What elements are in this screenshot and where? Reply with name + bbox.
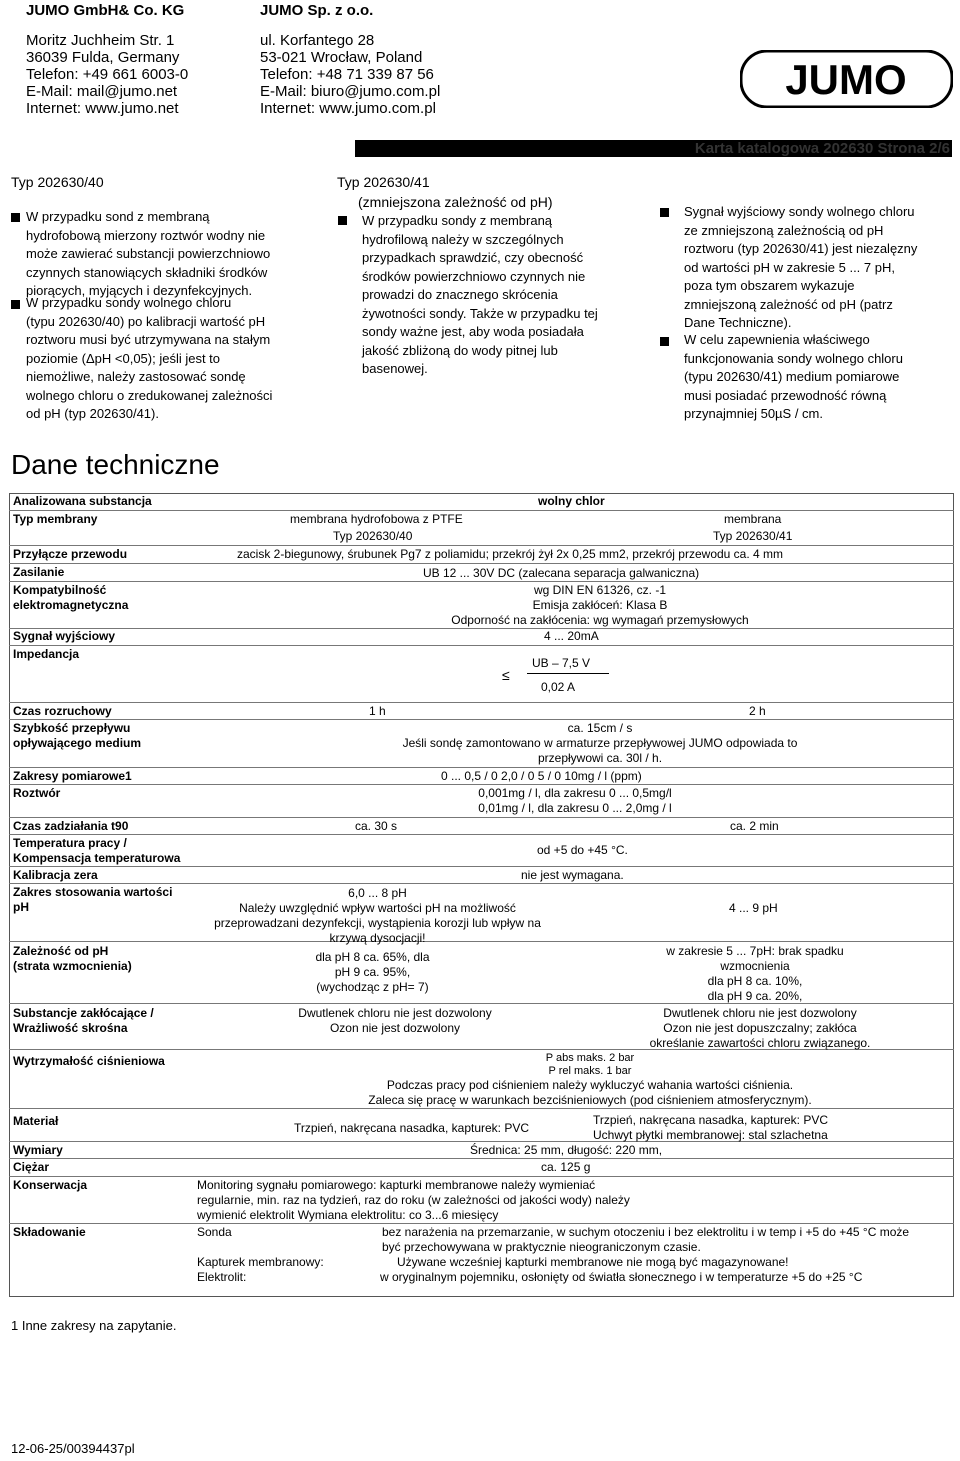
value-ranges: 0 ... 0,5 / 0 2,0 / 0 5 / 0 10mg / l (ppm)	[441, 769, 642, 783]
col1-title: Typ 202630/40	[11, 174, 104, 190]
address-line: Internet: www.jumo.com.pl	[260, 100, 436, 117]
row-divider	[9, 628, 954, 629]
value-type-40: Typ 202630/40	[333, 529, 413, 543]
address-line: ul. Korfantego 28	[260, 32, 375, 49]
col2-title: Typ 202630/41	[337, 174, 430, 190]
value-impedance-den: 0,02 A	[541, 680, 576, 694]
value-storage-cap: Używane wcześniej kapturki membranowe nie mogą być magazynowane!	[397, 1255, 789, 1269]
section-title: Dane techniczne	[11, 449, 220, 480]
address-line: E-Mail: mail@jumo.net	[26, 83, 178, 100]
label-weight: Ciężar	[13, 1160, 50, 1174]
address-line: Telefon: +49 661 6003-0	[26, 66, 189, 83]
value-material-40: Trzpień, nakręcana nasadka, kapturek: PVC	[294, 1121, 530, 1135]
value-membrane-40: membrana hydrofobowa z PTFE	[290, 512, 463, 526]
row-divider	[9, 834, 954, 835]
value-storage-electrolyte-key: Elektrolit:	[197, 1270, 247, 1284]
row-divider	[9, 563, 954, 564]
value-ph-dep-41: w zakresie 5 ... 7pH: brak spadku wzmocnienia dla pH 8 ca. 10%, dla pH 9 ca. 20%,	[666, 944, 844, 1003]
value-impedance-le: ≤	[502, 667, 510, 683]
bullet-icon	[11, 213, 20, 222]
value-output: 4 ... 20mA	[544, 629, 599, 643]
bullet-icon	[660, 337, 669, 346]
value-ph-range-41: 4 ... 9 pH	[729, 901, 778, 915]
row-divider	[9, 510, 954, 511]
value-startup-40: 1 h	[369, 704, 386, 718]
value-interf-40: Dwutlenek chloru nie jest dozwolony Ozon nie jest dozwolony	[298, 1006, 492, 1035]
value-analyzed: wolny chlor	[538, 494, 605, 508]
value-storage-probe-key: Sonda	[197, 1225, 232, 1239]
label-connection: Przyłącze przewodu	[13, 547, 128, 561]
bullet-icon	[338, 216, 347, 225]
col1-bullet1: W przypadku sond z membraną hydrofobową mierzony roztwór wodny nie może zawierać substancji powierzchniowo czynnych stanowiących składniki środków piorących, myjących i dezynfekcyjnych.	[26, 209, 271, 298]
address-line: 53-021 Wrocław, Poland	[260, 49, 423, 66]
value-ph-range-40: 6,0 ... 8 pH Należy uwzględnić wpływ wartości pH na możliwość przeprowadzani dezynfekcji, wystąpienia korozji lub wpływ na krzywą dysocjacji!	[214, 886, 541, 945]
row-divider	[9, 719, 954, 720]
col2-bullet1: W przypadku sondy z membraną hydrofilową należy w szczególnych przypadkach sprawdzić, czy obecność środków powierzchniowo czynnych nie prowadzi do znacznego skrócenia żywotności sondy. Także w przypadku tej sondy ważne jest, aby woda posiadała jakość zbliżoną do wody pitnej lub basenowej.	[362, 213, 598, 376]
label-impedance: Impedancja	[13, 647, 80, 661]
label-dims: Wymiary	[13, 1143, 63, 1157]
value-ph-dep-40: dla pH 8 ca. 65%, dla pH 9 ca. 95%, (wychodząc z pH= 7)	[315, 950, 430, 994]
value-dims: Średnica: 25 mm, długość: 220 mm,	[470, 1143, 663, 1157]
row-divider	[9, 767, 954, 768]
row-divider	[9, 645, 954, 646]
value-startup-41: 2 h	[749, 704, 766, 718]
row-divider	[9, 581, 954, 582]
value-flow: ca. 15cm / s Jeśli sondę zamontowano w armaturze przepływowej JUMO odpowiada to przepływowi ca. 30l / h.	[402, 721, 798, 765]
label-calib: Kalibracja zera	[13, 868, 98, 882]
row-divider	[9, 817, 954, 818]
value-calib: nie jest wymagana.	[521, 868, 624, 882]
row-divider	[9, 1223, 954, 1224]
label-analyzed: Analizowana substancja	[13, 494, 152, 508]
row-divider	[9, 1176, 954, 1177]
row-divider	[9, 1158, 954, 1159]
value-emc: wg DIN EN 61326, cz. -1 Emisja zakłóceń: Klasa B Odporność na zakłócenia: wg wymagań przemysłowych	[451, 583, 749, 627]
label-response: Czas zadziałania t90	[13, 819, 129, 833]
row-divider	[9, 1108, 954, 1109]
label-ph-dep: Zależność od pH (strata wzmocnienia)	[13, 944, 132, 973]
label-resolution: Roztwór	[13, 786, 61, 800]
address-line: E-Mail: biuro@jumo.com.pl	[260, 83, 441, 100]
label-membrane: Typ membrany	[13, 512, 98, 526]
row-divider	[9, 784, 954, 785]
col3-bullet1: Sygnał wyjściowy sondy wolnego chloru ze zmniejszoną zależnością od pH roztworu (typ 202630/41) jest niezalęzny od wartości pH w zakresie 5 ... 7 pH, poza tym obszarem wykazuje zmniejszoną zależność od pH (patrz Dane Techniczne).	[684, 204, 918, 330]
value-weight: ca. 125 g	[541, 1160, 591, 1174]
row-divider	[9, 866, 954, 867]
row-divider	[9, 883, 954, 884]
label-storage: Składowanie	[13, 1225, 86, 1239]
value-material-41: Trzpień, nakręcana nasadka, kapturek: PVC Uchwyt płytki membranowej: stal szlachetna	[593, 1113, 829, 1142]
address-line: Telefon: +48 71 339 87 56	[260, 66, 434, 83]
value-pressure: P abs maks. 2 bar P rel maks. 1 bar Podczas pracy pod ciśnieniem należy wykluczyć wahania wartości ciśnienia. Zaleca się pracę w warunkach bezciśnieniowych (pod ciśnieniem atmosferycznym).	[368, 1052, 812, 1107]
row-divider	[9, 702, 954, 703]
label-ph-range: Zakres stosowania wartości pH	[13, 885, 173, 914]
value-response-40: ca. 30 s	[355, 819, 398, 833]
right-company: JUMO Sp. z o.o.	[260, 2, 374, 19]
left-address	[26, 32, 188, 117]
col1-bullet2: W przypadku sondy wolnego chloru (typu 202630/40) po kalibracji wartość pH roztworu musi być utrzymywana na stałym poziomie (ΔpH <0,05); jeśli jest to niemożliwe, należy zastosować sondę wolnego chloru o zredukowanej zależności od pH (typ 202630/41).	[26, 295, 273, 421]
value-connection: zacisk 2-biegunowy, śrubunek Pg7 z poliamidu; przekrój żył 2x 0,25 mm2, przekrój przewodu ca. 4 mm	[237, 547, 784, 561]
value-temp: od +5 do +45 °C.	[537, 843, 628, 857]
label-flow: Szybkość przepływu opływającego medium	[13, 721, 142, 750]
catalog-page-label: Karta katalogowa 202630 Strona 2/6	[694, 140, 950, 157]
label-supply: Zasilanie	[13, 565, 65, 579]
logo-text: JUMO	[785, 56, 907, 103]
label-maint: Konserwacja	[13, 1178, 88, 1192]
label-interf: Substancje zakłócające / Wrażliwość skrośna	[13, 1006, 154, 1035]
value-type-41: Typ 202630/41	[713, 529, 793, 543]
right-address	[260, 32, 440, 117]
row-divider	[9, 545, 954, 546]
label-emc: Kompatybilność elektromagnetyczna	[13, 583, 129, 612]
label-startup: Czas rozruchowy	[13, 704, 112, 718]
value-interf-41: Dwutlenek chloru nie jest dozwolony Ozon nie jest dopuszczalny; zakłóca określanie zawartości chloru związanego.	[649, 1006, 871, 1050]
fraction-line	[527, 673, 609, 674]
address-line: Moritz Juchheim Str. 1	[26, 32, 175, 49]
document-number: 12-06-25/00394437pl	[11, 1441, 135, 1456]
address-line: 36039 Fulda, Germany	[26, 49, 180, 66]
value-response-41: ca. 2 min	[730, 819, 779, 833]
jumo-logo	[740, 50, 953, 108]
value-impedance-num: UB – 7,5 V	[532, 656, 591, 670]
label-ranges: Zakresy pomiarowe1	[13, 769, 132, 783]
label-pressure: Wytrzymałość ciśnieniowa	[13, 1054, 165, 1068]
left-company: JUMO GmbH& Co. KG	[26, 2, 185, 19]
label-temp: Temperatura pracy / Kompensacja temperaturowa	[13, 836, 181, 865]
label-output: Sygnał wyjściowy	[13, 629, 116, 643]
value-membrane-41: membrana	[724, 512, 782, 526]
value-storage-probe: bez narażenia na przemarzanie, w suchym otoczeniu i bez elektrolitu i w temp i +5 do +45 °C może być przechowywana w praktycznie nieograniczonym czasie.	[382, 1225, 910, 1254]
value-storage-cap-key: Kapturek membranowy:	[197, 1255, 324, 1269]
value-storage-electrolyte: w oryginalnym pojemniku, osłonięty od światła słonecznego i w temperaturze +5 do +25 °C	[380, 1270, 863, 1284]
footnote: 1 Inne zakresy na zapytanie.	[11, 1318, 177, 1333]
label-material: Materiał	[13, 1114, 59, 1128]
value-maint: Monitoring sygnału pomiarowego: kapturki membranowe należy wymieniać regularnie, min. raz na tydzień, raz do roku (w zależności od jakości wody) należy wymienić elektrolit Wymiana elektrolitu: co 3...6 miesięcy	[197, 1178, 630, 1222]
col3-bullet2: W celu zapewnienia właściwego funkcjonowania sondy wolnego chloru (typu 202630/41) medium pomiarowe musi posiadać przewodność równą przynajmniej 50µS / cm.	[684, 332, 903, 421]
value-supply: UB 12 ... 30V DC (zalecana separacja galwaniczna)	[423, 566, 700, 580]
address-line: Internet: www.jumo.net	[26, 100, 179, 117]
bullet-icon	[11, 300, 20, 309]
value-resolution: 0,001mg / l, dla zakresu 0 ... 0,5mg/l 0,01mg / l, dla zakresu 0 ... 2,0mg / l	[478, 786, 672, 815]
bullet-icon	[660, 208, 669, 217]
col2-subtitle: (zmniejszona zależność od pH)	[358, 194, 553, 210]
